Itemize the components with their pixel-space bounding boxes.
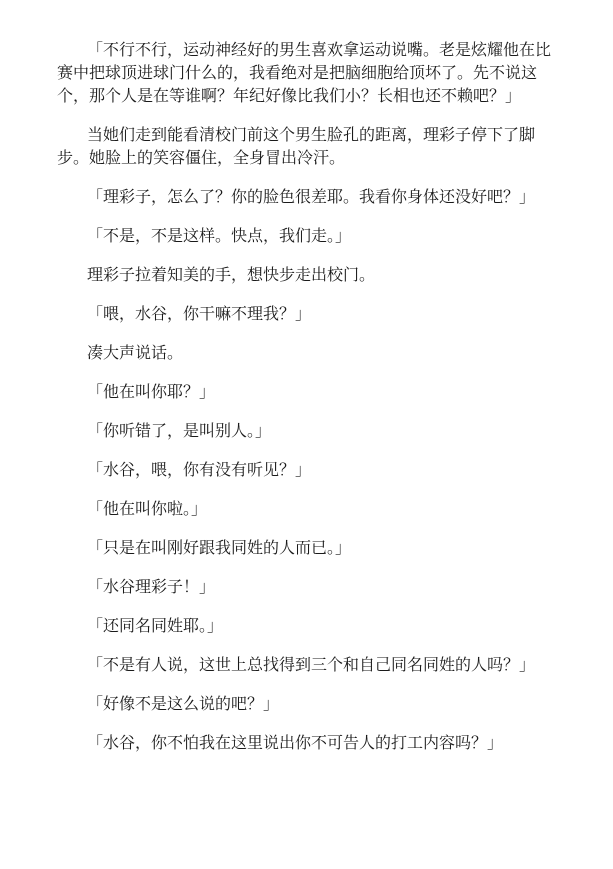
paragraph-5: 理彩子拉着知美的手，想快步走出校门。 [87,265,376,284]
paragraph-17: 「水谷，你不怕我在这里说出你不可告人的打工内容吗？」 [87,733,504,752]
paragraph-9: 「你听错了，是叫别人。」 [87,421,272,440]
paragraph-16: 「好像不是这么说的吧？」 [87,694,280,713]
paragraph-11: 「他在叫你啦。」 [87,499,208,518]
paragraph-7: 凑大声说话。 [87,343,184,362]
paragraph-12: 「只是在叫刚好跟我同姓的人而已。」 [87,538,352,557]
paragraph-3: 「理彩子，怎么了？你的脸色很差耶。我看你身体还没好吧？」 [87,187,536,206]
paragraph-10: 「水谷，喂，你有没有听见？」 [87,460,312,479]
paragraph-1: 「不行不行，运动神经好的男生喜欢拿运动说嘴。老是炫耀他在比赛中把球顶进球门什么的，我看绝对是把脑细胞给顶坏了。先不说这个，那个人是在等谁啊？年纪好像比我们小？长相也还不赖吧？」 [57,40,552,105]
paragraph-6: 「喂，水谷，你干嘛不理我？」 [87,304,312,323]
paragraph-14: 「还同名同姓耶。」 [87,616,224,635]
paragraph-13: 「水谷理彩子！」 [87,577,216,596]
paragraph-2: 当她们走到能看清校门前这个男生脸孔的距离，理彩子停下了脚步。她脸上的笑容僵住，全身冒出冷汗。 [57,125,536,167]
paragraph-8: 「他在叫你耶？」 [87,382,216,401]
paragraph-15: 「不是有人说，这世上总找得到三个和自己同名同姓的人吗？」 [87,655,536,674]
paragraph-4: 「不是，不是这样。快点，我们走。」 [87,226,352,245]
